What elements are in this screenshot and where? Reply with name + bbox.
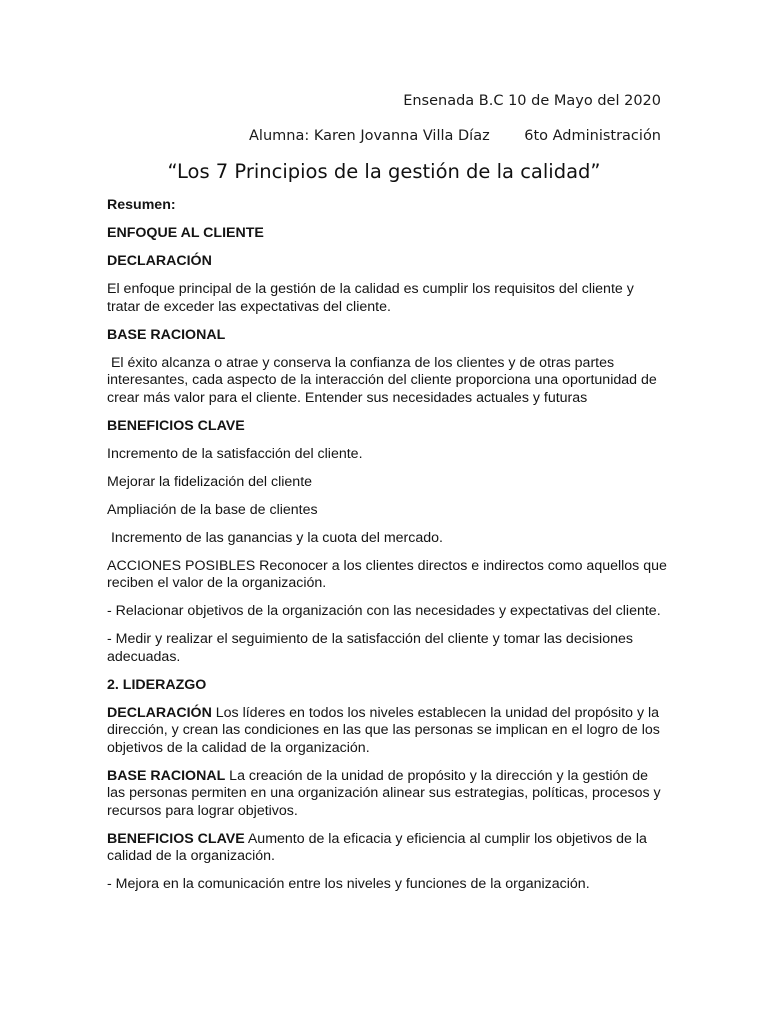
- actions-text: Reconocer a los clientes directos e indirectos como aquellos que reciben el valor de la organización.: [107, 557, 667, 591]
- document-title: “Los 7 Principios de la gestión de la calidad”: [167, 160, 601, 183]
- grade-line: 6to Administración: [524, 128, 661, 144]
- benefit-item: Ampliación de la base de clientes: [107, 501, 318, 518]
- s2-declaration-label: DECLARACIÓN: [107, 704, 212, 721]
- section1-heading: ENFOQUE AL CLIENTE: [107, 225, 264, 241]
- s2-benefits-label: BENEFICIOS CLAVE: [107, 830, 245, 847]
- rationale-paragraph: El éxito alcanza o atrae y conserva la confianza de los clientes y de otras partes interesantes, cada aspecto de la interacción del cliente proporciona una oportunidad de crear más valor para el cliente. Entender sus necesidades actuales y futuras: [107, 354, 661, 406]
- document-body: [107, 197, 667, 904]
- student-name-line: Alumna: Karen Jovanna Villa Díaz: [249, 128, 490, 144]
- actions-label: ACCIONES POSIBLES: [107, 557, 256, 574]
- benefit-item: Incremento de la satisfacción del cliente.: [107, 445, 363, 462]
- summary-label: Resumen:: [107, 197, 176, 213]
- rationale-heading: BASE RACIONAL: [107, 326, 226, 343]
- s2-rationale-text: La creación de la unidad de propósito y la dirección y la gestión de las personas permiten en una organización alinear sus estrategias, políticas, procesos y recursos para lograr objetivos.: [107, 767, 661, 819]
- benefit-item: Mejorar la fidelización del cliente: [107, 473, 313, 490]
- s2-benefits-paragraph: [107, 831, 667, 866]
- action-item: - Relacionar objetivos de la organización con las necesidades y expectativas del cliente.: [107, 603, 661, 619]
- s2-rationale-paragraph: [107, 768, 667, 821]
- s2-rationale-label: BASE RACIONAL: [107, 767, 226, 784]
- s2-item: - Mejora en la comunicación entre los niveles y funciones de la organización.: [107, 876, 590, 892]
- s2-declaration-text: Los líderes en todos los niveles establecen la unidad del propósito y la dirección, y crean las condiciones en las que las personas se implican en el logro de los objetivos de la calidad de la organización.: [107, 704, 660, 756]
- declaration-heading: DECLARACIÓN: [107, 253, 212, 269]
- s2-benefits-text: Aumento de la eficacia y eficiencia al cumplir los objetivos de la calidad de la organización.: [107, 830, 647, 864]
- action-item: - Medir y realizar el seguimiento de la satisfacción del cliente y tomar las decisiones adecuadas.: [107, 631, 633, 665]
- date-line: Ensenada B.C 10 de Mayo del 2020: [403, 93, 661, 109]
- actions-paragraph: [107, 558, 667, 593]
- s2-declaration-paragraph: [107, 705, 667, 758]
- section2-heading: 2. LIDERAZGO: [107, 676, 207, 693]
- benefits-heading: BENEFICIOS CLAVE: [107, 417, 245, 434]
- benefit-item: Incremento de las ganancias y la cuota del mercado.: [107, 529, 443, 546]
- declaration-paragraph: El enfoque principal de la gestión de la calidad es cumplir los requisitos del cliente y tratar de exceder las expectativas del cliente.: [107, 281, 634, 315]
